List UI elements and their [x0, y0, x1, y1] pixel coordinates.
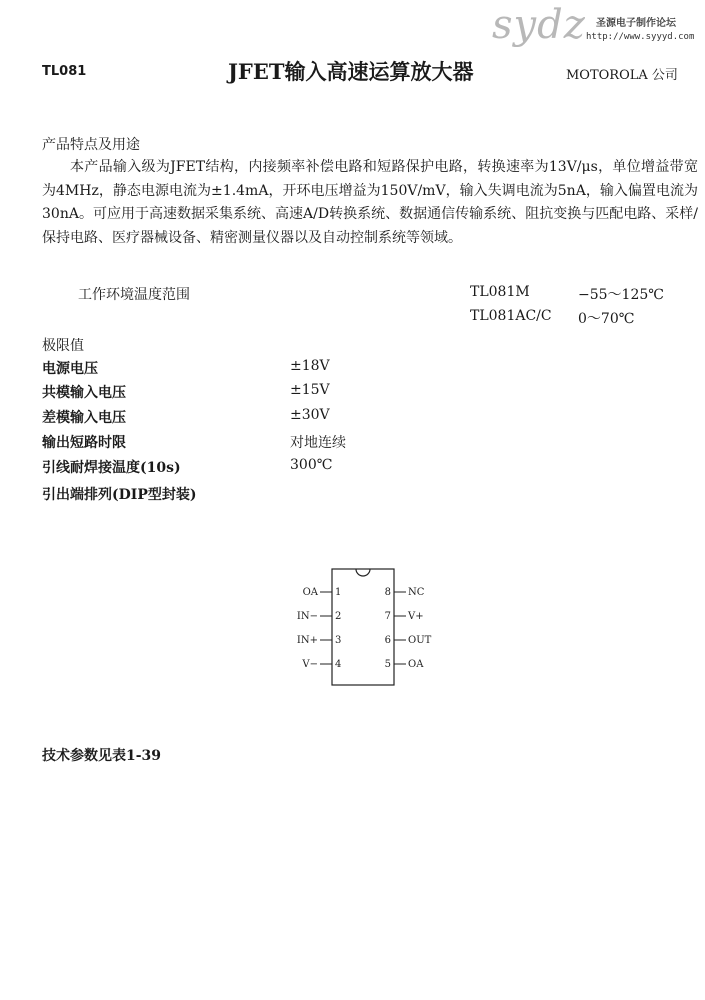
watermark — [486, 2, 705, 54]
pin-name: OA — [302, 587, 318, 598]
temperature-model: TL081AC/C — [470, 308, 552, 324]
pin-right — [385, 659, 425, 670]
features-paragraph: 本产品输入级为JFET结构，内接频率补偿电路和短路保护电路，转换速率为13V/μs，单位增益带宽为4MHz，静态电源电流为±1.4mA，开环电压增益为150V/mV，输入失调电流为5nA，输入偏置电流为30nA。可应用于高速数据采集系统、高速A/D转换系统、数据通信传输系统、阻抗变换与匹配电路、采样/保持电路、医疗器械设备、精密测量仪器以及自动控制系统等领域。 — [42, 159, 698, 246]
rating-value: ±30V — [290, 407, 330, 423]
pin-number: 5 — [384, 659, 391, 670]
rating-label: 电源电压 — [42, 361, 98, 377]
pin1-notch — [356, 569, 370, 576]
pin-right — [385, 587, 425, 598]
model-number: TL081 — [42, 64, 87, 79]
temperature-label: 工作环境温度范围 — [78, 287, 190, 303]
pin-name: V− — [302, 659, 318, 670]
pin-number: 2 — [335, 611, 342, 622]
pinout-heading: 引出端排列(DIP型封装) — [42, 487, 197, 503]
features-heading: 产品特点及用途 — [42, 137, 140, 153]
pin-name: OA — [408, 659, 424, 670]
pin-right — [385, 611, 424, 622]
temperature-range: 0～70℃ — [578, 311, 635, 327]
page-title: JFET输入高速运算放大器 — [228, 59, 474, 84]
table-reference: 技术参数见表1-39 — [42, 748, 162, 764]
rating-label: 引线耐焊接温度(10s) — [42, 460, 181, 476]
pin-number: 6 — [384, 635, 391, 646]
manufacturer: MOTOROLA 公司 — [566, 68, 678, 83]
pin-number: 1 — [335, 587, 342, 598]
rating-value: 对地连续 — [290, 435, 346, 451]
rating-value: 300℃ — [290, 457, 333, 473]
rating-value: ±15V — [290, 382, 330, 398]
pin-name: IN− — [296, 611, 318, 622]
pin-name: IN+ — [296, 635, 318, 646]
ratings-heading: 极限值 — [42, 338, 84, 354]
pin-name: OUT — [408, 635, 432, 646]
temperature-range: −55～125℃ — [578, 287, 664, 303]
pin-left — [303, 587, 342, 598]
dip-pinout-diagram — [290, 568, 440, 688]
watermark-site-name: 圣源电子制作论坛 — [596, 18, 676, 29]
watermark-logo: sydz — [492, 2, 586, 48]
temperature-model: TL081M — [470, 284, 530, 300]
pin-number: 3 — [335, 635, 342, 646]
rating-value: ±18V — [290, 358, 330, 374]
rating-label: 共模输入电压 — [42, 385, 126, 401]
watermark-url: http://www.syyyd.com — [586, 32, 695, 42]
pin-number: 7 — [384, 611, 391, 622]
pin-number: 8 — [384, 587, 391, 598]
pin-left — [301, 659, 341, 670]
rating-label: 差模输入电压 — [42, 410, 126, 426]
pin-left — [297, 635, 341, 646]
rating-label: 输出短路时限 — [42, 435, 126, 451]
pin-right — [385, 635, 432, 646]
pin-name: NC — [408, 587, 425, 598]
pin-left — [297, 611, 341, 622]
pin-name: V+ — [408, 611, 424, 622]
pin-number: 4 — [335, 659, 342, 670]
